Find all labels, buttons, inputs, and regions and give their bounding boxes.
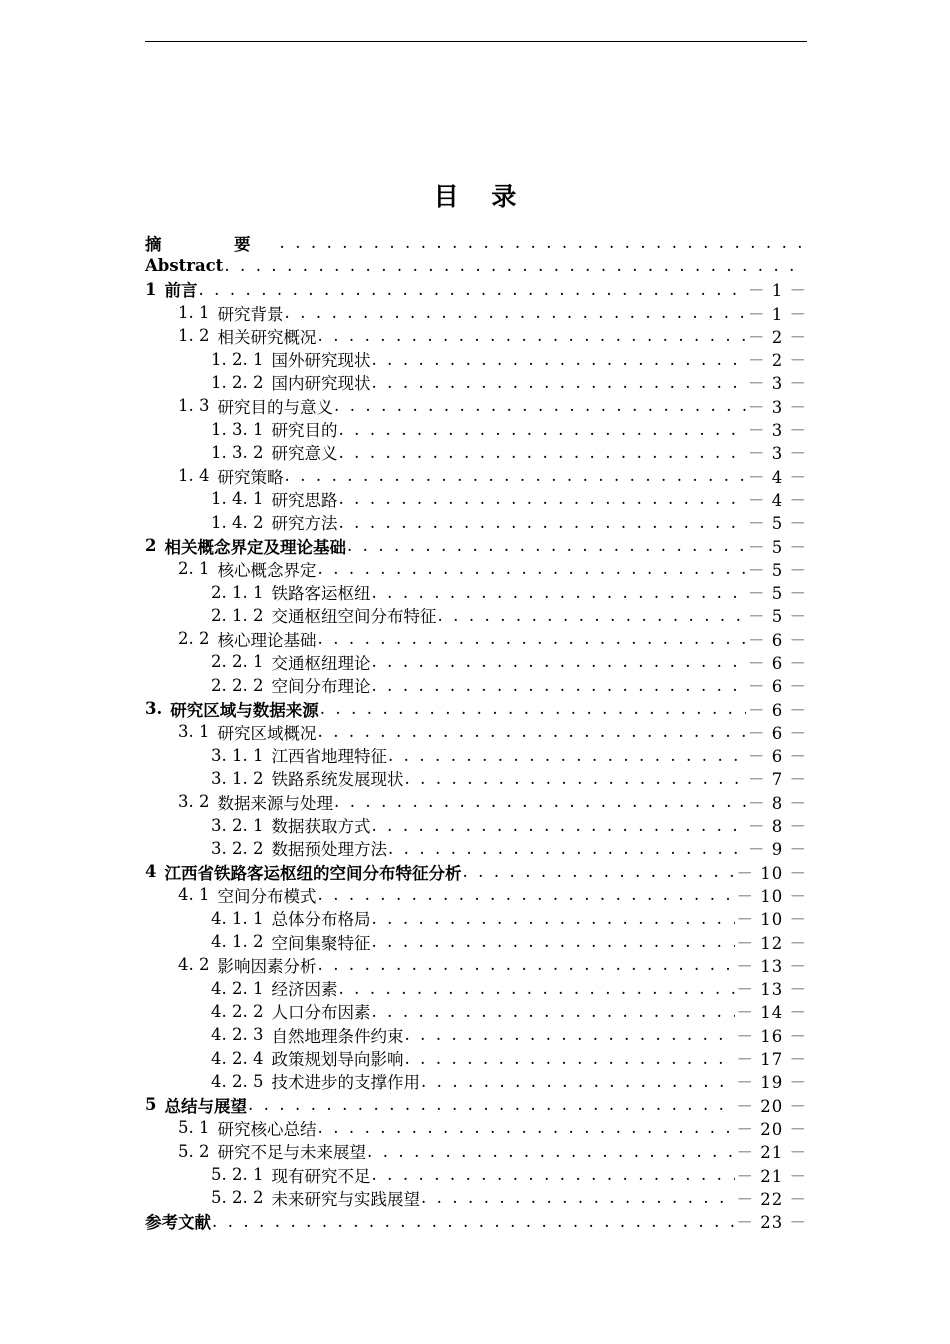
toc-entry-title: 交通枢纽理论 [271,654,371,673]
toc-entry-title: 摘 要 [145,234,279,254]
page-number-value: 2 [771,351,784,371]
toc-entry[interactable] [145,301,807,324]
page-number-value: 9 [771,840,784,860]
toc-entry-number: 3. 1. 1 [211,745,264,765]
toc-entry-number: 1. 3. 1 [211,419,264,439]
page-number-value: 3 [771,374,784,394]
toc-entry-title: 研究方法 [271,514,338,534]
toc-entry-page-number: － 23 － [736,1213,807,1233]
dot-leader [338,979,734,998]
page-number-value: 3 [771,397,784,417]
toc-entry-page-number: － 21 － [736,1166,807,1186]
page-number-value: 16 [760,1026,784,1046]
dot-leader [421,1072,735,1091]
toc-entry-number: 3. [145,699,163,719]
toc-entry-page-number: － 21 － [736,1143,807,1163]
toc-entry[interactable] [145,650,807,673]
toc-entry-number: 4. 2. 2 [211,1001,264,1021]
toc-entry-page-number: － 6 － [748,700,807,720]
page-number-value: 14 [760,1003,784,1023]
toc-entry-title: Abstract [145,256,224,276]
dot-leader [371,652,746,671]
dot-leader [371,909,734,928]
dot-leader [371,1002,734,1021]
toc-entry-title: 空间集聚特征 [271,933,371,953]
page-number-value: 8 [771,793,784,813]
page-number-value: 19 [760,1073,784,1093]
toc-entry[interactable] [145,324,807,347]
toc-entry-page-number: － 1 － [748,304,807,324]
page-number-value: 5 [771,607,784,627]
toc-entry-number: 2. 1. 1 [211,582,264,602]
toc-entry-title: 自然地理条件约束 [271,1026,404,1046]
toc-entry-title: 技术进步的支撑作用 [271,1073,420,1093]
toc-entry-number: 1. 4. 1 [211,489,264,509]
dot-leader [404,1049,734,1068]
toc-entry-number: 4. 2. 5 [211,1071,264,1091]
toc-entry-number: 1. 2. 1 [211,349,264,369]
toc-entry-page-number: － 6 － [748,747,807,767]
toc-entry-number: 3. 1. 2 [211,768,264,788]
toc-entry-number: 5 [145,1095,157,1115]
dot-leader [198,280,746,299]
toc-entry-page-number: － 6 － [748,630,807,650]
toc-entry[interactable] [145,720,807,743]
toc-entry-title: 政策规划导向影响 [271,1050,404,1070]
toc-entry-title: 经济因素 [271,980,338,1000]
toc-entry-page-number: － 5 － [748,514,807,534]
toc-entry[interactable] [145,860,807,883]
page-number-value: 6 [771,747,784,767]
toc-entry[interactable] [145,580,807,603]
toc-entry-title: 研究不足与未来展望 [217,1143,366,1163]
dot-leader [388,746,746,765]
toc-entry[interactable] [145,1116,807,1139]
page-number-value: 6 [771,723,784,743]
toc-entry[interactable] [145,627,807,650]
toc-entry-number: 4. 2 [178,955,210,975]
toc-entry-number: 1. 3. 2 [211,442,264,462]
dot-leader [338,513,746,532]
page-number-value: 1 [771,281,784,301]
toc-entry-page-number: － 10 － [736,886,807,906]
toc-entry[interactable] [145,1140,807,1163]
toc-entry-page-number: － 3 － [748,397,807,417]
toc-entry-page-number: － 4 － [748,467,807,487]
toc-entry-page-number: － 9 － [748,840,807,860]
dot-leader [462,862,734,881]
toc-entry-number: 1. 2. 2 [211,372,264,392]
dot-leader [224,256,805,275]
dot-leader [248,1095,735,1114]
dot-leader [212,1212,735,1231]
toc-entry-number: 4. 1. 1 [211,908,264,928]
toc-entry-title: 铁路系统发展现状 [271,770,404,790]
dot-leader [371,816,746,835]
toc-entry-number: 4. 1 [178,885,210,905]
toc-entry-title: 影响因素分析 [217,956,317,976]
toc-entry-title: 相关研究概况 [217,327,317,347]
page-number-value: 23 [760,1213,784,1233]
page-number-value: 10 [760,910,784,930]
dot-leader [371,932,734,951]
toc-entry-page-number: － 1 － [748,281,807,301]
toc-entry-page-number: － 17 － [736,1050,807,1070]
toc-entry-page-number: － 6 － [748,677,807,697]
toc-entry[interactable] [145,953,807,976]
toc-entry-number: 1. 4 [178,466,210,486]
toc-entry-page-number: － 8 － [748,793,807,813]
toc-entry-number: 2 [145,536,157,555]
toc-entry-number: 4. 2. 1 [211,978,264,998]
toc-entry[interactable] [145,487,807,510]
toc-entry[interactable] [145,394,807,417]
toc-entry-title: 数据预处理方法 [271,840,387,860]
toc-entry-number: 2. 2. 2 [211,675,264,695]
toc-entry[interactable] [145,1163,807,1186]
toc-entry-number: 5. 2. 1 [211,1165,264,1185]
toc-entry[interactable] [145,744,807,767]
toc-entry-page-number: － 20 － [736,1119,807,1139]
dot-leader [437,606,746,625]
toc-entry-number: 1. 2 [178,326,210,346]
page-number-value: 20 [760,1119,784,1139]
toc-entry-page-number: － 2 － [748,327,807,347]
page-number-value: 6 [771,630,784,650]
page-number-value: 12 [760,933,784,953]
table-of-contents [145,231,807,1233]
dot-leader [371,583,746,602]
dot-leader [318,559,747,578]
toc-entry-page-number: － 10 － [736,910,807,930]
toc-entry-number: 3. 2 [178,792,210,812]
toc-entry[interactable] [145,511,807,534]
toc-entry-title: 研究目的 [271,421,338,441]
dot-leader [285,303,747,322]
toc-entry-page-number: － 22 － [736,1189,807,1209]
toc-title: 目 录 [433,182,529,211]
toc-entry[interactable] [145,790,807,813]
page-number-value: 8 [771,817,784,837]
header-rule [145,41,807,42]
toc-entry-page-number: － 5 － [748,607,807,627]
toc-entry-title: 国外研究现状 [271,351,371,371]
toc-entry-page-number: － 7 － [748,770,807,790]
toc-entry-number: 4. 2. 4 [211,1048,264,1068]
toc-entry-title: 研究核心总结 [217,1119,317,1139]
toc-entry[interactable] [145,464,807,487]
toc-entry[interactable] [145,417,807,440]
toc-entry-title: 研究意义 [271,444,338,464]
toc-entry-title: 核心理论基础 [217,630,317,650]
toc-entry[interactable] [145,231,807,254]
toc-entry[interactable] [145,907,807,930]
page-number-value: 4 [771,490,784,510]
dot-leader [338,443,746,462]
toc-entry-page-number: － 5 － [748,560,807,580]
dot-leader [318,326,747,345]
toc-entry-page-number: － 5 － [748,537,807,557]
toc-entry-number: 1. 4. 2 [211,512,264,532]
page-number-value: 21 [760,1166,784,1186]
page-number-value: 2 [771,327,784,347]
dot-leader [371,1165,734,1184]
page-number-value: 4 [771,467,784,487]
toc-entry-title: 研究区域概况 [217,723,317,743]
toc-entry-number: 2. 1 [178,559,210,579]
dot-leader [404,1025,734,1044]
toc-entry[interactable] [145,883,807,906]
page-number-value: 7 [771,770,784,790]
toc-entry-page-number: － 20 － [736,1096,807,1116]
toc-entry-number: 3. 1 [178,722,210,742]
toc-entry[interactable] [145,1209,807,1232]
toc-entry-title: 研究区域与数据来源 [170,700,319,720]
toc-entry-page-number: － 3 － [748,444,807,464]
toc-entry[interactable] [145,278,807,301]
toc-entry[interactable] [145,604,807,627]
page-number-value: 13 [760,980,784,1000]
toc-entry-title: 总结与展望 [164,1096,247,1116]
toc-entry-page-number: － 12 － [736,933,807,953]
toc-entry-number: 3. 2. 1 [211,815,264,835]
page-number-value: 13 [760,956,784,976]
dot-leader [285,466,747,485]
toc-entry-page-number: － 8 － [748,817,807,837]
page-number-value: 6 [771,700,784,720]
toc-entry-title: 江西省地理特征 [271,747,387,767]
dot-leader [347,536,746,555]
toc-entry[interactable] [145,1023,807,1046]
toc-entry-page-number: － 13 － [736,956,807,976]
dot-leader [318,1118,735,1137]
toc-entry-number: 3. 2. 2 [211,838,264,858]
toc-entry-title: 交通枢纽空间分布特征 [271,607,437,627]
toc-entry-number: 5. 2 [178,1141,210,1161]
dot-leader [404,769,746,788]
page-number-value: 21 [760,1143,784,1163]
toc-entry[interactable] [145,837,807,860]
toc-entry[interactable] [145,1093,807,1116]
toc-entry-number: 2. 2 [178,629,210,649]
page-number-value: 20 [760,1096,784,1116]
page-number-value: 17 [760,1050,784,1070]
page-number-value: 5 [771,584,784,604]
toc-entry-number: 2. 2. 1 [211,652,264,672]
dot-leader [320,699,746,718]
toc-entry-number: 2. 1. 2 [211,605,264,625]
page-number-value: 6 [771,654,784,673]
toc-entry[interactable] [145,1000,807,1023]
toc-entry-title: 现有研究不足 [271,1166,371,1186]
toc-entry-page-number: － 5 － [748,584,807,604]
toc-entry[interactable] [145,254,807,277]
toc-entry-title: 研究策略 [217,467,284,487]
toc-entry-title: 参考文献 [145,1213,211,1233]
dot-leader [371,676,746,695]
toc-entry-title: 核心概念界定 [217,560,317,580]
toc-entry-title: 研究背景 [217,304,284,324]
toc-entry[interactable] [145,371,807,394]
dot-leader [334,396,746,415]
toc-entry-page-number: － 4 － [748,490,807,510]
toc-entry-title: 国内研究现状 [271,374,371,394]
toc-entry-title: 总体分布格局 [271,910,371,930]
dot-leader [367,1142,735,1161]
page-number-value: 1 [771,304,784,324]
toc-entry-title: 铁路客运枢纽 [271,584,371,604]
page-number-value: 5 [771,560,784,580]
toc-entry[interactable] [145,441,807,464]
toc-entry-title: 相关概念界定及理论基础 [164,537,346,557]
page-number-value: 3 [771,444,784,464]
dot-leader [280,233,806,252]
toc-entry[interactable] [145,697,807,720]
dot-leader [371,350,746,369]
dot-leader [318,722,747,741]
page-number-value: 10 [760,863,784,883]
toc-entry[interactable] [145,930,807,953]
toc-entry-page-number: － 19 － [736,1073,807,1093]
page-number-value: 3 [771,421,784,441]
toc-entry[interactable] [145,1070,807,1093]
toc-entry[interactable] [145,1186,807,1209]
toc-entry[interactable] [145,977,807,1000]
dot-leader [371,373,746,392]
toc-entry-page-number: － 3 － [748,374,807,394]
toc-entry-page-number: － 6 － [748,654,807,673]
dot-leader [338,420,746,439]
toc-entry-number: 1 [145,279,157,299]
toc-entry-title: 江西省铁路客运枢纽的空间分布特征分析 [164,863,462,883]
toc-entry-page-number: － 13 － [736,980,807,1000]
toc-entry-number: 5. 1 [178,1118,210,1138]
dot-leader [318,885,735,904]
toc-entry[interactable] [145,813,807,836]
toc-entry[interactable] [145,557,807,580]
toc-entry-number: 1. 3 [178,396,210,416]
toc-entry[interactable] [145,534,807,557]
toc-entry-title: 数据来源与处理 [217,793,333,813]
toc-entry[interactable] [145,674,807,697]
toc-entry-number: 5. 2. 2 [211,1188,264,1208]
dot-leader [421,1188,735,1207]
dot-leader [318,629,747,648]
toc-entry-page-number: － 2 － [748,351,807,371]
toc-entry-page-number: － 6 － [748,723,807,743]
dot-leader [388,839,746,858]
dot-leader [334,792,746,811]
toc-entry-page-number: － 14 － [736,1003,807,1023]
toc-entry-title: 空间分布理论 [271,677,371,697]
toc-entry-title: 人口分布因素 [271,1003,371,1023]
toc-entry-page-number: － 16 － [736,1026,807,1046]
toc-entry-number: 1. 1 [178,303,210,323]
page-number-value: 5 [771,514,784,534]
toc-entry[interactable] [145,1046,807,1069]
toc-entry-title: 研究目的与意义 [217,397,333,417]
page-number-value: 5 [771,537,784,557]
toc-entry[interactable] [145,767,807,790]
toc-entry-number: 4 [145,862,157,882]
toc-entry-number: 4. 2. 3 [211,1025,264,1045]
toc-entry-title: 数据获取方式 [271,817,371,837]
toc-entry-title: 空间分布模式 [217,886,317,906]
toc-entry-title: 研究思路 [271,490,338,510]
toc-entry-title: 未来研究与实践展望 [271,1189,420,1209]
toc-entry-title: 前言 [164,281,198,301]
page-number-value: 10 [760,886,784,906]
toc-entry-number: 4. 1. 2 [211,932,264,952]
page-number-value: 6 [771,677,784,697]
dot-leader [318,955,735,974]
toc-entry[interactable] [145,347,807,370]
toc-entry-page-number: － 3 － [748,421,807,441]
dot-leader [338,489,746,508]
page-number-value: 22 [760,1189,784,1209]
toc-entry-page-number: － 10 － [736,863,807,883]
